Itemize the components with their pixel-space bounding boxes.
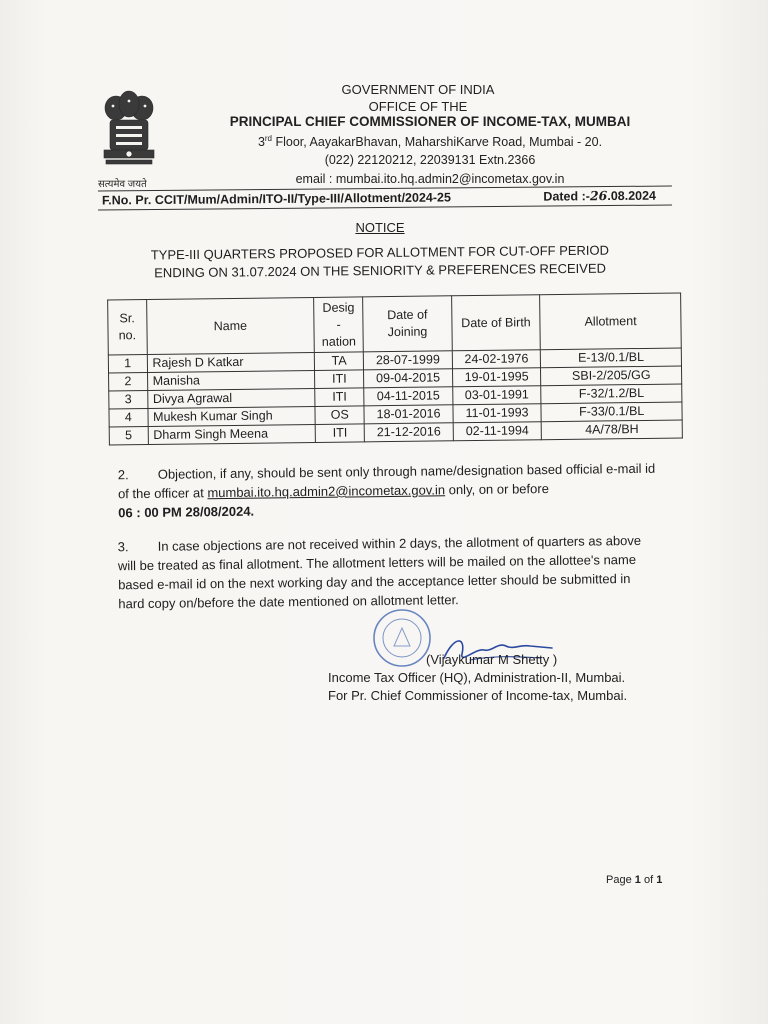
address-floor-suffix: rd	[264, 134, 273, 143]
header-designation-part3: nation	[321, 333, 357, 349]
dated-day: 26	[589, 188, 608, 204]
paragraph-objection	[118, 459, 659, 523]
file-number: F.No. Pr. CCIT/Mum/Admin/ITO-II/Type-III/Allotment/2024-25	[101, 190, 451, 208]
cell-name: Mukesh Kumar Singh	[148, 406, 316, 426]
paragraph-text: only, on or before	[444, 481, 549, 498]
header-office-of: OFFICE OF THE	[368, 99, 468, 114]
paragraph-number: 2.	[117, 467, 129, 483]
cell-date-of-birth: 03-01-1991	[452, 386, 541, 405]
header-designation-part2: -	[336, 317, 341, 332]
cell-allotment: F-32/1.2/BL	[541, 384, 682, 404]
file-number-row	[98, 185, 672, 210]
subject-line-2: ENDING ON 31.07.2024 ON THE SENIORITY & PREFERENCES RECEIVED	[154, 260, 607, 281]
signatory-designation: Income Tax Officer (HQ), Administration-II, Mumbai.	[328, 670, 626, 685]
cell-date-of-joining: 09-04-2015	[364, 369, 453, 388]
page-current: 1	[634, 874, 641, 886]
cell-designation: ITI	[315, 370, 364, 389]
cell-allotment: 4A/78/BH	[541, 420, 682, 440]
cell-date-of-joining: 04-11-2015	[364, 387, 453, 406]
notice-title: NOTICE	[355, 220, 405, 235]
cell-date-of-joining: 21-12-2016	[364, 423, 453, 442]
header-email: email : mumbai.ito.hq.admin2@incometax.gov.in	[295, 172, 565, 186]
cell-sr-no: 5	[109, 427, 148, 445]
office-seal-stamp	[370, 606, 434, 670]
cell-allotment: E-13/0.1/BL	[541, 348, 682, 368]
header-phone: (022) 22120212, 22039131 Extn.2366	[324, 153, 536, 167]
paragraph-text: Objection, if any, should be sent only through name/designation based official e-mail id of the officer at	[117, 460, 656, 502]
address-text: Floor, AayakarBhavan, MaharshiKarve Road, Mumbai - 20.	[272, 135, 603, 150]
header-designation	[314, 297, 364, 353]
cell-designation: OS	[315, 406, 364, 425]
signatory-name: (Vijaykumar M Shetty )	[426, 652, 558, 667]
address-floor-number: 3	[257, 135, 265, 150]
cell-sr-no: 1	[108, 355, 147, 373]
signatory-for-line: For Pr. Chief Commissioner of Income-tax, Mumbai.	[328, 688, 628, 703]
page-of: of	[643, 874, 654, 886]
dated-label: Dated :-	[543, 189, 590, 204]
header-address	[150, 134, 710, 149]
header-allotment: Allotment	[540, 293, 681, 350]
cell-allotment: F-33/0.1/BL	[541, 402, 682, 422]
cell-designation: ITI	[315, 388, 364, 407]
header-name: Name	[146, 297, 314, 354]
objection-deadline: 06 : 00 PM 28/08/2024.	[118, 503, 255, 521]
page-total: 1	[656, 874, 663, 886]
header-government: GOVERNMENT OF INDIA	[341, 82, 495, 97]
cell-date-of-birth: 11-01-1993	[453, 404, 542, 423]
cell-sr-no: 2	[109, 373, 148, 391]
cell-date-of-birth: 24-02-1976	[452, 350, 541, 369]
header-date-of-joining: Date of Joining	[363, 296, 452, 352]
cell-name: Rajesh D Katkar	[147, 352, 315, 372]
cell-name: Dharm Singh Meena	[148, 424, 316, 444]
cell-date-of-joining: 28-07-1999	[364, 351, 453, 370]
dated	[543, 188, 656, 204]
cell-date-of-birth: 02-11-1994	[453, 422, 542, 441]
cell-allotment: SBI-2/205/GG	[541, 366, 682, 386]
cell-name: Divya Agrawal	[147, 388, 315, 408]
cell-sr-no: 3	[109, 391, 148, 409]
dated-month-year: .08.2024	[607, 188, 657, 204]
header-office-name: PRINCIPAL CHIEF COMMISSIONER OF INCOME-TAX, MUMBAI	[229, 114, 631, 129]
cell-date-of-birth: 19-01-1995	[452, 368, 541, 387]
page-number	[606, 874, 662, 886]
paragraph-text: In case objections are not received within 2 days, the allotment of quarters as above will be treated as final allotment. The allotment letters will be mailed on the allottee's name based e-mail id on the next working day and the acceptance letter should be submitted in hard copy on/before the date mentioned on allotment letter.	[117, 532, 642, 612]
notice-subject	[120, 241, 640, 282]
table-header-row	[108, 293, 682, 355]
cell-sr-no: 4	[109, 409, 148, 427]
header-designation-part1: Desig	[322, 299, 355, 315]
cell-designation: TA	[315, 352, 364, 371]
cell-designation: ITI	[315, 424, 364, 443]
page-prefix: Page	[606, 874, 632, 886]
header-date-of-birth: Date of Birth	[451, 295, 540, 351]
allotment-table	[107, 292, 683, 445]
cell-date-of-joining: 18-01-2016	[364, 405, 453, 424]
paragraph-final-allotment	[118, 531, 659, 614]
subject-line-1: TYPE-III QUARTERS PROPOSED FOR ALLOTMENT FOR CUT-OFF PERIOD	[150, 242, 610, 263]
header-sr-no: Sr. no.	[108, 300, 147, 355]
cell-name: Manisha	[147, 370, 315, 390]
objection-email-link[interactable]: mumbai.ito.hq.admin2@incometax.gov.in	[207, 482, 446, 501]
paragraph-number: 3.	[117, 539, 129, 555]
emblem-motto: सत्यमेव जयते	[98, 179, 147, 190]
